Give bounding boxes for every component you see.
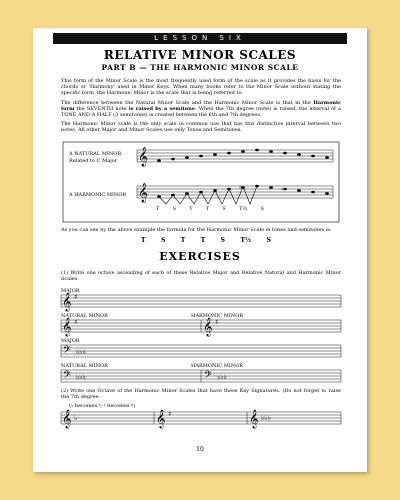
- exercise-2-instruction: (2) Write one Octave of the Harmonic Minor Scales that have these Key Signatures. (Do not forget to raise the 7th degree.: [61, 388, 341, 401]
- note: [297, 153, 301, 156]
- note: [283, 152, 287, 155]
- treble-clef-icon: 𝄞: [62, 317, 72, 336]
- note: [199, 191, 203, 194]
- formula-steps: T S T T S T½ S: [141, 237, 271, 244]
- major-staff-bass: [61, 344, 341, 358]
- note: [199, 155, 203, 158]
- natural-minor-label-1: NATURAL MINOR: [61, 313, 108, 319]
- sharp-key-signature: ♯: [215, 318, 219, 326]
- note: [283, 188, 287, 191]
- note: [255, 149, 259, 152]
- natural-minor-label-2: NATURAL MINOR: [61, 363, 108, 369]
- page-subtitle: PART B — THE HARMONIC MINOR SCALE: [101, 63, 299, 72]
- minor-staff-bass: [61, 369, 341, 383]
- sharp-key-signature: ♯: [74, 293, 78, 301]
- note: [269, 186, 273, 189]
- exercises-heading: EXERCISES: [159, 250, 241, 263]
- sharp-key-signature: ♯: [74, 318, 78, 326]
- note: [213, 153, 217, 156]
- note: [325, 192, 329, 195]
- treble-clef-icon: 𝄞: [138, 147, 149, 167]
- intro-paragraph: This form of the Minor Scale is the most frequently used form of the scale as it provides the basis for the chords or 'Harmony' used in Minor Keys. When many books refer to the Minor Scale without stating the specific form, the Harmonic Minor is the scale that is being referred to.: [61, 78, 341, 97]
- harmonic-minor-label-2: HARMONIC MINOR: [191, 363, 244, 369]
- treble-clef-icon: 𝄞: [203, 317, 213, 336]
- treble-clef-icon: 𝄞: [156, 409, 166, 428]
- note: [171, 158, 175, 161]
- note: [185, 156, 189, 159]
- minor-staff-e: [61, 317, 341, 336]
- flat-key-signature: ♭♭♭: [261, 414, 271, 422]
- note: [311, 155, 315, 158]
- lesson-banner: LESSON SIX: [53, 33, 347, 44]
- major-label-1: MAJOR: [61, 288, 80, 294]
- natural-minor-staff: [137, 147, 333, 167]
- note: [157, 159, 161, 162]
- harmonic-minor-label: A HARMONIC MINOR: [69, 192, 127, 198]
- flat-key-signature: ♭♭♭: [76, 348, 86, 356]
- exercise-1-instruction: (1) Write one octave ascending of each of these Relative Major and Relative Natural and Harmonic Minor Scales.: [61, 270, 341, 283]
- natural-sign: ♮: [281, 187, 283, 193]
- difference-paragraph: The difference between the Natural Minor Scale and the Harmonic Minor Scale is that in the Harmonic form the SEVENTH note is raised by a semitone. When the 7th degree (note) is raised, the interval of a TONE AND A HALF (3 semitones) is created between the 6th and 7th degrees.: [61, 100, 342, 119]
- page-title: RELATIVE MINOR SCALES: [103, 48, 297, 62]
- harmonic-minor-staff: [137, 183, 333, 204]
- flat-key-signature: ♭♭♭: [217, 373, 227, 381]
- note: [297, 189, 301, 192]
- note: [241, 186, 245, 189]
- bass-clef-icon: 𝄢: [63, 344, 71, 358]
- note: [269, 150, 273, 153]
- note: [227, 188, 231, 191]
- distinctive-paragraph: The Harmonic Minor scale is the only scale in common use that has this distinctive interval between two notes. All other Major and Minor Scales use only Tones and Semitones.: [61, 121, 341, 134]
- note: [325, 156, 329, 159]
- note: [311, 191, 315, 194]
- treble-clef-icon: 𝄞: [138, 183, 149, 203]
- related-major-label: Related to C Major: [69, 158, 118, 164]
- note: [171, 194, 175, 197]
- key-signature-staff: [61, 409, 341, 428]
- major-staff-g: [61, 292, 341, 311]
- note: [241, 150, 245, 153]
- harmonic-minor-label-1: HARMONIC MINOR: [191, 313, 244, 319]
- music-page: [33, 28, 367, 472]
- treble-clef-icon: 𝄞: [249, 409, 259, 428]
- bass-clef-icon: 𝄢: [63, 369, 71, 383]
- sharp-sign: ♯: [239, 185, 242, 191]
- exercise-2-hint: (♭ becomes ♮; ♮ becomes ♯): [69, 403, 136, 409]
- note: [185, 192, 189, 195]
- formula-caption: As you can see by the above example the formula for the Harmonic Minor Scale in tones and semitones is:: [61, 227, 332, 233]
- note: [227, 152, 231, 155]
- sharp-key-signature: ♯: [168, 410, 172, 418]
- flat-key-signature: ♭♭♭: [76, 373, 86, 381]
- note: [157, 195, 161, 198]
- example-intervals: T S T T S T½ S: [156, 206, 264, 212]
- note: [255, 185, 259, 188]
- note: [213, 189, 217, 192]
- bass-clef-icon: 𝄢: [204, 369, 212, 383]
- flat-key-signature: ♭: [74, 414, 78, 422]
- treble-clef-icon: 𝄞: [62, 292, 72, 311]
- treble-clef-icon: 𝄞: [62, 409, 72, 428]
- natural-minor-label: A NATURAL MINOR: [69, 151, 122, 157]
- page-number: 10: [196, 446, 204, 453]
- major-label-2: MAJOR: [61, 338, 80, 344]
